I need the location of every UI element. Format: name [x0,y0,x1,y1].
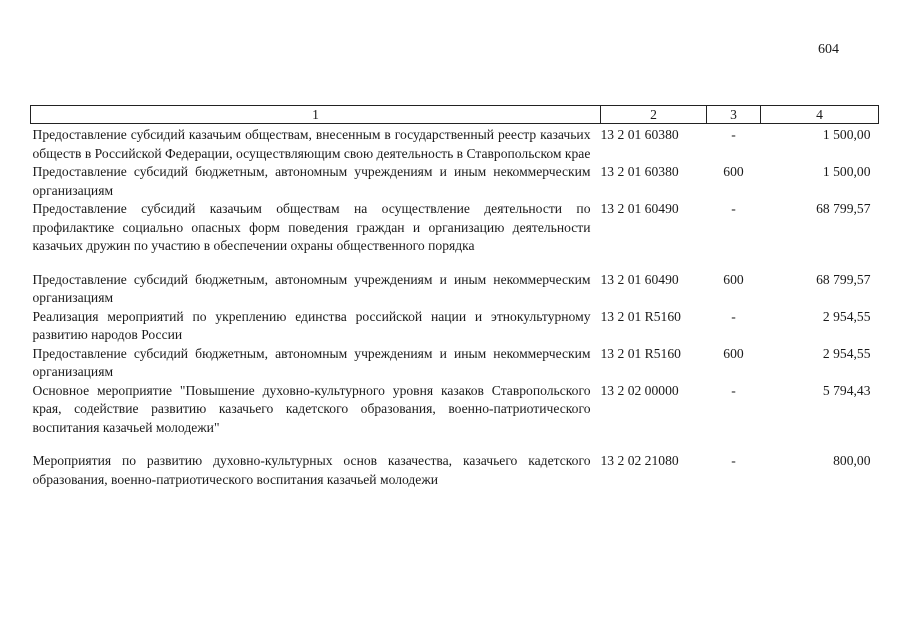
row-amount: 68 799,57 [816,271,871,287]
row-type: - [731,308,736,324]
row-code: 13 2 02 00000 [600,382,679,398]
page-number: 604 [818,42,839,57]
row-description: Реализация мероприятий по укреплению единства российской нации и этнокультурному развитию народов России [32,308,591,342]
table-row [31,271,879,308]
table-header-row [31,106,879,124]
table-row [31,452,879,489]
row-code: 13 2 01 60490 [600,201,679,216]
row-code: 13 2 01 60380 [600,164,679,179]
row-code: 13 2 01 60490 [600,271,679,287]
row-type: - [731,127,736,142]
row-code: 13 2 01 60380 [600,127,679,142]
row-description: Мероприятия по развитию духовно-культурных основ казачества, казачьего кадетского образования, военно-патриотического воспитания казачьей молодежи [32,453,591,487]
row-description: Основное мероприятие "Повышение духовно-культурного уровня казаков Ставропольского края, содействие развитию казачьего кадетского образования, военно-патриотического воспитания казачьей молодежи" [32,382,591,435]
row-code: 13 2 01 R5160 [600,345,681,361]
table-row [31,382,879,453]
table-row [31,200,879,271]
table-header [31,106,879,124]
table-body [31,124,879,490]
row-type: - [731,201,736,216]
column-header-3: 3 [707,106,761,124]
row-description: Предоставление субсидий казачьим обществам, внесенным в государственный реестр казачьих обществ в Российской Федерации, осуществляющим свою деятельность в Ставропольском крае [32,127,591,161]
row-description: Предоставление субсидий бюджетным, автономным учреждениям и иным некоммерческим организациям [32,271,591,305]
row-amount: 800,00 [833,453,871,468]
table-row [31,163,879,200]
budget-table [30,105,879,489]
row-amount: 2 954,55 [822,345,871,361]
row-type: 600 [723,345,744,361]
column-header-1: 1 [31,106,601,124]
table-row [31,124,879,164]
row-code: 13 2 02 21080 [600,453,679,468]
row-description: Предоставление субсидий бюджетным, автономным учреждениям и иным некоммерческим организациям [32,345,591,379]
row-type: 600 [723,164,744,179]
row-amount: 2 954,55 [822,308,871,324]
row-amount: 68 799,57 [816,201,871,216]
row-type: 600 [723,271,744,287]
row-amount: 5 794,43 [822,382,871,398]
row-code: 13 2 01 R5160 [600,308,681,324]
table-row [31,345,879,382]
row-amount: 1 500,00 [822,127,871,142]
column-header-2: 2 [601,106,707,124]
table-row [31,308,879,345]
column-header-4: 4 [761,106,879,124]
row-amount: 1 500,00 [822,164,871,179]
row-description: Предоставление субсидий казачьим обществам на осуществление деятельности по профилактике социально опасных форм поведения граждан и организацию деятельности казачьих дружин по участию в обеспечении охраны общественного порядка [32,201,591,253]
row-type: - [731,382,736,398]
row-type: - [731,453,736,468]
row-description: Предоставление субсидий бюджетным, автономным учреждениям и иным некоммерческим организациям [32,164,591,198]
